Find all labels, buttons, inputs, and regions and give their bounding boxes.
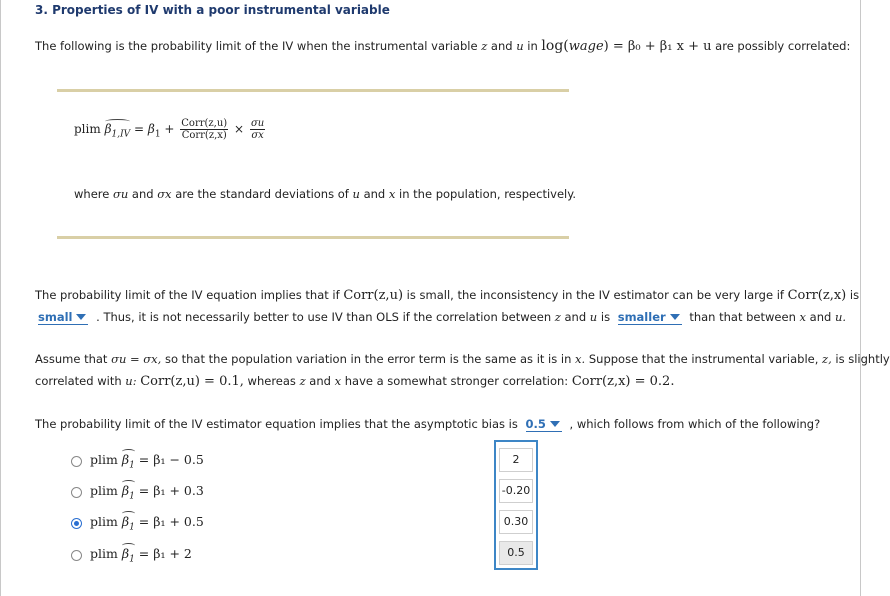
sigma-x: σx: [157, 187, 172, 201]
p2-line2: correlated with u: Corr(z,u) = 0.1, whereas z and x have a somewhat stronger correlation: Corr(z,x) = 0.2.: [35, 374, 675, 389]
p2-line1: Assume that σu = σx, so that the population variation in the error term is the same as it is in x. Suppose that the instrumental variable, z, is slightly: [35, 352, 890, 366]
p3-line: The probability limit of the IV estimator equation implies that the asymptotic bias is 0.5 , which follows from which of the following?: [35, 417, 821, 431]
p1-line2: small . Thus, it is not necessarily better to use IV than OLS if the correlation between z and u is smaller than that between x and u.: [38, 310, 847, 324]
var-u: u: [516, 39, 524, 53]
sigma-den: σx: [251, 130, 264, 141]
option-label-4: plim $\beta_1 = \beta_1 + 2$: [90, 546, 192, 565]
beta-sub: 1,IV: [111, 129, 131, 140]
formula-eq: =: [134, 122, 145, 136]
bottom-rule: [57, 236, 569, 239]
wage-text: wage: [568, 39, 604, 54]
dropdown-small[interactable]: small: [38, 310, 88, 325]
intro-in: in: [527, 39, 538, 53]
bias-dropdown-list: [494, 440, 538, 570]
radio-option-1[interactable]: [71, 456, 82, 467]
dropdown-smaller[interactable]: smaller: [618, 310, 682, 325]
chevron-down-icon: [670, 314, 680, 320]
intro-text: The following is the probability limit of the IV when the instrumental variable: [35, 39, 478, 53]
top-rule: [57, 89, 569, 92]
log-text: log(: [541, 38, 569, 54]
beta1: β: [147, 122, 155, 136]
dropdown-option[interactable]: -0.20: [499, 479, 533, 503]
formula-plus: +: [164, 122, 175, 136]
plim-formula: [74, 118, 267, 152]
intro-and: and: [490, 39, 513, 53]
beta1-sub: 1: [154, 129, 161, 140]
radio-option-3[interactable]: [71, 518, 82, 529]
option-label-2: plim $\beta_1 = \beta_1 + 0.3$: [90, 483, 204, 502]
p1-line1: The probability limit of the IV equation implies that if Corr(z,u) is small, the inconsistency in the IV estimator can be very large if Corr(z,x) is: [35, 288, 860, 303]
var-z: z: [481, 39, 488, 53]
corr-zx: Corr(z,x): [787, 288, 847, 303]
radio-option-2[interactable]: [71, 487, 82, 498]
sigma-num: σu: [250, 118, 265, 129]
beta-hat: $\beta_{1,IV}$: [104, 122, 131, 140]
dropdown-bias[interactable]: 0.5: [526, 417, 562, 432]
dropdown-option[interactable]: 2: [499, 448, 533, 472]
sigma-fraction: [250, 118, 265, 141]
chevron-down-icon: [550, 421, 560, 427]
plim-text: plim: [74, 122, 101, 136]
intro-line: [35, 38, 850, 55]
dropdown-option[interactable]: 0.30: [499, 510, 533, 534]
corr-num: Corr(z,u): [181, 118, 228, 129]
corr-zu-value: Corr(z,u) = 0.1,: [140, 374, 244, 389]
corr-zu: Corr(z,u): [343, 288, 404, 303]
formula-times: ×: [234, 122, 245, 136]
radio-option-4[interactable]: [71, 550, 82, 561]
option-label-3: plim $\beta_1 = \beta_1 + 0.5$: [90, 514, 204, 533]
corr-zx-value: Corr(z,x) = 0.2.: [571, 374, 675, 389]
question-title: 3. Properties of IV with a poor instrumental variable: [35, 3, 390, 17]
corr-den: Corr(z,x): [181, 130, 227, 141]
dropdown-option-selected[interactable]: 0.5: [499, 541, 533, 565]
sigma-u: σu: [112, 187, 129, 201]
equation-tail: ) = β₀ + β₁ x + u: [603, 39, 712, 54]
intro-tail: are possibly correlated:: [715, 39, 851, 53]
sigma-equal: σu = σx,: [111, 352, 162, 366]
chevron-down-icon: [76, 314, 86, 320]
where-line: where σu and σx are the standard deviations of u and x in the population, respectively.: [74, 187, 577, 201]
corr-fraction: [180, 118, 228, 141]
option-label-1: plim $\beta_1 = \beta_1 - 0.5$: [90, 452, 204, 471]
